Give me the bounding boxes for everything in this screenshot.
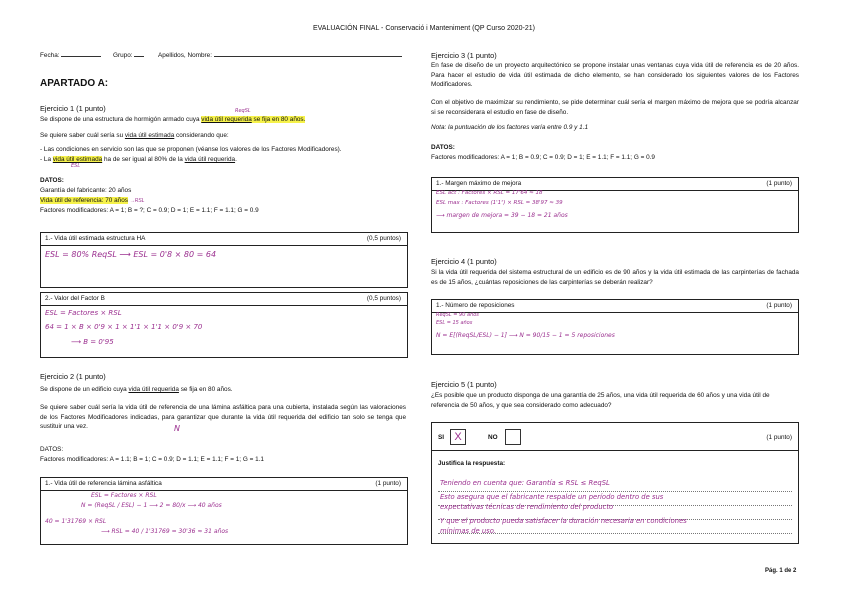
ej1-answer-box-2[interactable] [40,292,408,358]
ej5-points: (1 punto) [766,434,792,441]
ej1-datos-label: DATOS: [40,177,64,184]
ej3-answer-box[interactable] [431,177,799,233]
ej1-list-item-1: - Las condiciones en servicio son las que se proponen (véanse los valores de los Factores Modificadores). [40,146,342,153]
ej2-title: Ejercicio 2 (1 punto) [40,372,106,381]
ej3-factores: Factores modificadores: A = 1; B = 0.9; C = 0.9; D = 1; E = 1.1; F = 1.1; G = 0.9 [431,154,655,161]
ej4-answer-box[interactable] [431,299,799,355]
ej1-box2-handwriting-2: 64 = 1 × B × 0'9 × 1 × 1'1 × 1'1 × 0'9 × 70 [45,323,203,331]
ej4-box-header: 1.- Número de reposiciones (1 punto) [432,300,798,313]
ej2-factores: Factores modificadores: A = 1.1; B = 1; C = 0.9; D = 1.1; E = 1.1; F = 1; G = 1.1 [40,456,264,463]
ej2-handwriting-1: ESL = Factores × RSL [91,492,157,499]
ej2-paragraph-2: Se quiere saber cuál sería la vida útil de referencia de una lámina asfáltica para una cubierta, instalada según las valoraciones de los Factores Modificadores indicadas, para garantizar que durante la vida útil requerida del edificio tan solo se tenga que sustituir una vez. [40,404,406,430]
section-heading: APARTADO A: [40,78,109,89]
ej1-hand-esl: ESL [71,163,81,169]
ej1-box1-header: 1.- Vida útil estimada estructura HA (0,5 puntos) [41,233,407,246]
ej1-box2-handwriting-1: ESL = Factores × RSL [45,309,122,317]
ej5-title: Ejercicio 5 (1 punto) [431,380,497,389]
ej1-title: Ejercicio 1 (1 punto) [40,104,106,113]
ej5-handwriting-4: Y que el producto pueda satisfacer la duración necesaria en condiciones [440,517,687,525]
ej1-paragraph-2: Se quiere saber cuál sería su vida útil estimada considerando que: [40,132,229,139]
ej2-hand-n: N [174,424,180,433]
ej1-box2-handwriting-3: ⟶ B = 0'95 [71,338,114,346]
ej4-handwriting-1: ReqSL = 90 años [436,312,479,318]
ej4-handwriting-3: N = E[(ReqSL/ESL) − 1] ⟶ N = 90/15 − 1 = 5 reposiciones [436,332,615,339]
ej5-paragraph-1: ¿Es posible que un producto disponga de una garantía de 25 años, una vida útil requerida de 60 años y una vida útil de referencia de 50 años, y que sea considerado como adecuado? [431,392,770,409]
ej1-dato-vida-referencia: Vida útil de referencia: 70 años →RSL [40,197,145,204]
ej5-handwriting-1: Teniendo en cuenta que: Garantía ≤ RSL ≤ ReqSL [440,479,610,487]
apellidos-label: Apellidos, Nombre: [158,51,402,61]
ej3-paragraph-2: Con el objetivo de maximizar su rendimiento, se pide determinar cuál sería el margen máximo de mejora que se podría alcanzar si se reconsiderara el estudio en fase de diseño. [431,99,799,116]
ej1-dato-factores: Factores modificadores: A = 1; B = ?; C = 0.9; D = 1; E = 1.1; F = 1.1; G = 0.9 [40,207,259,214]
ej1-hand-reqsl: ReqSL [235,108,251,114]
ej4-title: Ejercicio 4 (1 punto) [431,257,497,266]
ej3-box-header: 1.- Margen máximo de mejora (1 punto) [432,178,798,191]
ej2-handwriting-3: 40 = 1'31769 × RSL [45,518,107,525]
ej3-paragraph-1: En fase de diseño de un proyecto arquitectónico se propone instalar unas ventanas cuya vida útil de referencia es de 20 años. Para hacer el estudio de vida útil estimada de dicho elemento, se han considerado los siguientes valores de los Factores Modificadores. [431,62,799,88]
ej2-answer-box[interactable] [40,477,408,545]
ej5-no-label: NO [488,434,498,441]
ej3-title: Ejercicio 3 (1 punto) [431,51,497,60]
ej1-answer-box-1[interactable] [40,232,408,288]
ej3-nota: Nota: la puntuación de los factores varía entre 0.9 y 1.1 [431,124,589,131]
ej5-no-checkbox[interactable] [505,429,521,445]
ej5-justifica-label: Justifica la respuesta: [438,460,506,467]
ej2-box-header: 1.- Vida útil de referencia lámina asfáltica (1 punto) [41,478,407,491]
grupo-label: Grupo: [113,51,144,61]
ej5-answer-box [431,422,799,544]
ej1-list-item-2: - La vida útil estimada ha de ser igual al 80% de la vida útil requerida. [40,156,237,163]
ej5-handwriting-5: mínimas de uso. [440,527,497,535]
fecha-label: Fecha: [40,51,101,61]
ej5-handwriting-3: expectativas técnicas de rendimiento del producto [440,503,614,511]
ej1-dato-garantia: Garantía del fabricante: 20 años [40,187,132,194]
ej3-datos-label: DATOS: [431,144,455,151]
ej4-paragraph-1: Si la vida útil requerida del sistema estructural de un edificio es de 90 años y la vida útil estimada de las carpinterías de fachada es de 15 años, ¿cuántas reposiciones de las carpinterías se deberán realizar? [431,269,799,286]
ej3-handwriting-2: ESL max : Factores (1'1⁷) × RSL = 38'97 ≈ 39 [436,200,563,206]
ej3-handwriting-1: ESL act : Factores × RSL = 17'64 ≈ 18 [436,190,543,196]
ej4-handwriting-2: ESL = 15 años [436,320,473,326]
ej2-paragraph-1: Se dispone de un edificio cuya vida útil requerida se fija en 80 años. [40,386,233,393]
ej1-box2-header: 2.- Valor del Factor B (0,5 puntos) [41,293,407,306]
ej5-handwriting-2: Esto asegura que el fabricante respalde un período dentro de sus [440,493,664,501]
ej2-handwriting-2: N = (ReqSL / ESL) − 1 ⟶ 2 = 80/x ⟶ 40 años [81,502,222,509]
ej5-si-checkbox[interactable]: X [450,429,466,445]
ej1-paragraph-1: Se dispone de una estructura de hormigón armado cuya vida útil requerida se fija en 80 años. [40,116,306,123]
page-number: Pág. 1 de 2 [765,568,797,574]
ej2-datos-label: DATOS: [40,446,64,453]
ej2-handwriting-4: ⟶ RSL = 40 / 1'31769 = 30'36 ≈ 31 años [101,528,229,535]
ej5-si-label: SI [438,434,445,441]
document-title: EVALUACIÓN FINAL - Conservació i Manteniment (QP Curso 2020-21) [312,25,535,32]
ej3-handwriting-3: ⟶ margen de mejora = 39 − 18 = 21 años [436,212,568,219]
ej1-box1-handwriting: ESL = 80% ReqSL ⟶ ESL = 0'8 × 80 = 64 [45,250,217,259]
